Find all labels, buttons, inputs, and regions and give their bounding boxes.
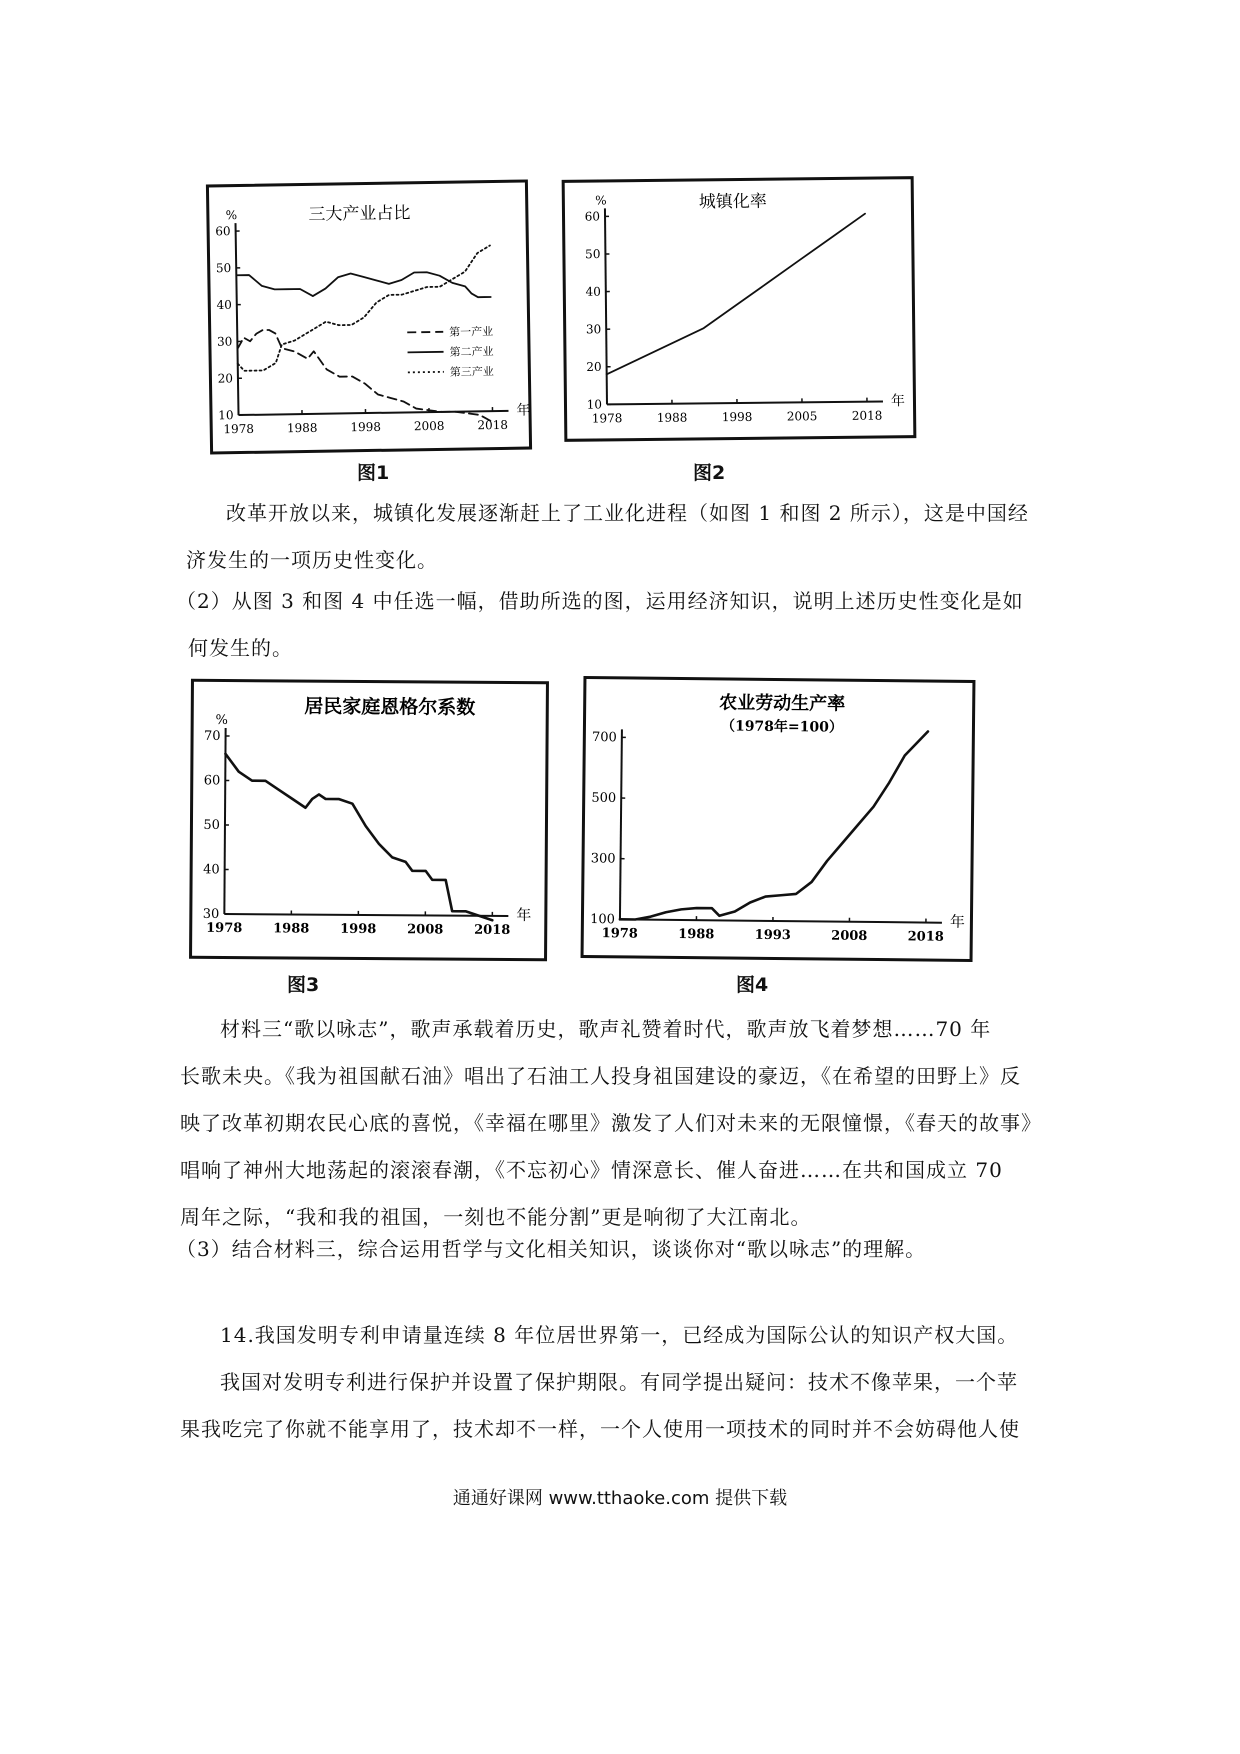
figure-3-chart	[189, 679, 549, 961]
series-line-2	[236, 271, 490, 301]
x-axis-unit: 年	[516, 906, 532, 925]
y-tick-label: 10	[586, 397, 603, 412]
y-tick-label: 50	[215, 260, 232, 276]
x-tick-label: 2018	[474, 922, 511, 938]
x-tick-label: 2018	[477, 417, 509, 433]
y-axis-unit: %	[225, 208, 238, 223]
figure-4-caption: 图4	[736, 974, 769, 996]
chart-2-svg	[565, 179, 920, 445]
figure-1-caption: 图1	[357, 462, 390, 484]
text-line: （2）从图 3 和图 4 中任选一幅，借助所选的图，运用经济知识，说明上述历史性变化是如	[176, 589, 1024, 613]
x-tick-label: 1978	[591, 411, 623, 426]
y-tick-label: 60	[215, 224, 231, 239]
y-tick-label: 40	[203, 862, 220, 878]
x-tick-label: 1998	[340, 921, 377, 938]
figure-2-chart	[562, 176, 917, 442]
text-line: 材料三“歌以咏志”，歌声承载着历史，歌声礼赞着时代，歌声放飞着梦想……70 年	[220, 1017, 992, 1041]
x-axis	[607, 401, 883, 404]
x-tick-label: 1988	[678, 926, 715, 943]
y-tick-label: 10	[218, 408, 234, 423]
series-line-1	[224, 754, 493, 920]
y-tick-label: 30	[202, 906, 220, 922]
x-tick-label: 1998	[350, 419, 382, 435]
y-tick-label: 20	[586, 359, 602, 375]
text-line: 映了改革初期农民心底的喜悦，《幸福在哪里》激发了人们对未来的无限憧憬，《春天的故事》	[180, 1111, 1042, 1135]
text-line: 果我吃完了你就不能享用了，技术却不一样，一个人使用一项技术的同时并不会妨碍他人使	[180, 1417, 1020, 1441]
paragraph-reform	[186, 490, 1056, 584]
x-tick-label: 2008	[831, 928, 868, 944]
series-line-1	[605, 214, 867, 375]
series-line-1	[620, 728, 928, 922]
text-line: 我国对发明专利进行保护并设置了保护期限。有同学提出疑问：技术不像苹果，一个苹	[220, 1370, 1018, 1394]
x-axis-unit: 年	[516, 402, 531, 419]
chart-4-svg	[584, 679, 979, 965]
x-tick-label: 1988	[273, 921, 310, 937]
y-tick-label: 60	[584, 209, 601, 224]
x-axis	[239, 411, 509, 415]
material-3	[180, 1006, 1060, 1241]
y-tick-label: 30	[216, 334, 233, 349]
y-tick-label: 40	[216, 297, 232, 312]
chart-title: 居民家庭恩格尔系数	[304, 695, 476, 719]
legend-label: 第一产业	[449, 325, 494, 339]
x-axis-unit: 年	[890, 393, 906, 410]
y-tick-label: 30	[585, 322, 602, 337]
y-tick-label: 50	[203, 817, 221, 833]
y-tick-label: 70	[203, 728, 221, 744]
figure-1-chart	[206, 179, 532, 454]
chart-subtitle: （1978年=100）	[720, 718, 844, 736]
y-axis	[236, 223, 239, 415]
text-line: 济发生的一项历史性变化。	[186, 548, 438, 572]
y-tick-label: 300	[590, 851, 616, 867]
x-tick-label: 1978	[206, 920, 243, 937]
text-line: 14.我国发明专利申请量连续 8 年位居世界第一，已经成为国际公认的知识产权大国。	[220, 1323, 1019, 1347]
figure-4-chart	[581, 676, 976, 962]
x-tick-label: 1998	[721, 409, 753, 425]
chart-3-svg	[192, 682, 552, 964]
y-tick-label: 500	[591, 790, 617, 806]
x-tick-label: 1988	[656, 410, 688, 425]
x-tick-label: 2018	[851, 408, 883, 423]
y-tick-label: 20	[217, 371, 234, 386]
legend-swatch	[408, 352, 444, 353]
y-tick-label: 40	[585, 284, 601, 299]
x-tick-label: 2008	[407, 922, 444, 938]
y-tick-label: 700	[591, 730, 617, 746]
x-tick-label: 1978	[223, 421, 255, 437]
y-axis-unit: %	[215, 712, 228, 729]
footer-source: 通通好课网 www.tthaoke.com 提供下载	[452, 1488, 788, 1509]
text-line: 周年之际，“我和我的祖国，一刻也不能分割”更是响彻了大江南北。	[180, 1205, 812, 1229]
legend-swatch	[408, 372, 444, 373]
x-tick-label: 2005	[786, 409, 818, 424]
x-tick-label: 1978	[601, 926, 638, 942]
x-tick-label: 1988	[286, 420, 318, 436]
legend-swatch	[407, 332, 443, 333]
text-line: 何发生的。	[188, 636, 293, 660]
legend-label: 第二产业	[449, 345, 494, 359]
question-2	[176, 578, 1046, 672]
x-axis	[224, 914, 508, 916]
question-3	[176, 1226, 1046, 1273]
x-tick-label: 2018	[907, 929, 944, 945]
text-line: 长歌未央。《我为祖国献石油》唱出了石油工人投身祖国建设的豪迈，《在希望的田野上》反	[180, 1064, 1021, 1088]
y-axis	[620, 729, 622, 919]
figure-2-caption: 图2	[693, 462, 726, 484]
y-tick-label: 50	[585, 247, 601, 262]
chart-title: 三大产业占比	[308, 203, 411, 225]
chart-1-svg	[209, 182, 535, 457]
y-axis-unit: %	[595, 193, 607, 208]
text-line: 改革开放以来，城镇化发展逐渐赶上了工业化进程（如图 1 和图 2 所示），这是中国经	[226, 501, 1029, 525]
question-14	[180, 1312, 1060, 1453]
text-line: （3）结合材料三，综合运用哲学与文化相关知识，谈谈你对“歌以咏志”的理解。	[176, 1237, 927, 1261]
chart-title: 城镇化率	[698, 191, 767, 213]
legend-label: 第三产业	[449, 365, 494, 379]
y-tick-label: 60	[203, 773, 221, 789]
text-line: 唱响了神州大地荡起的滚滚春潮，《不忘初心》情深意长、催人奋进……在共和国成立 70	[180, 1158, 1003, 1182]
x-axis	[620, 919, 942, 922]
chart-title: 农业劳动生产率	[719, 692, 846, 715]
figure-3-caption: 图3	[287, 974, 320, 996]
x-tick-label: 2008	[413, 418, 445, 434]
x-axis-unit: 年	[949, 912, 966, 931]
x-tick-label: 1993	[754, 927, 791, 944]
y-tick-label: 100	[590, 912, 616, 928]
